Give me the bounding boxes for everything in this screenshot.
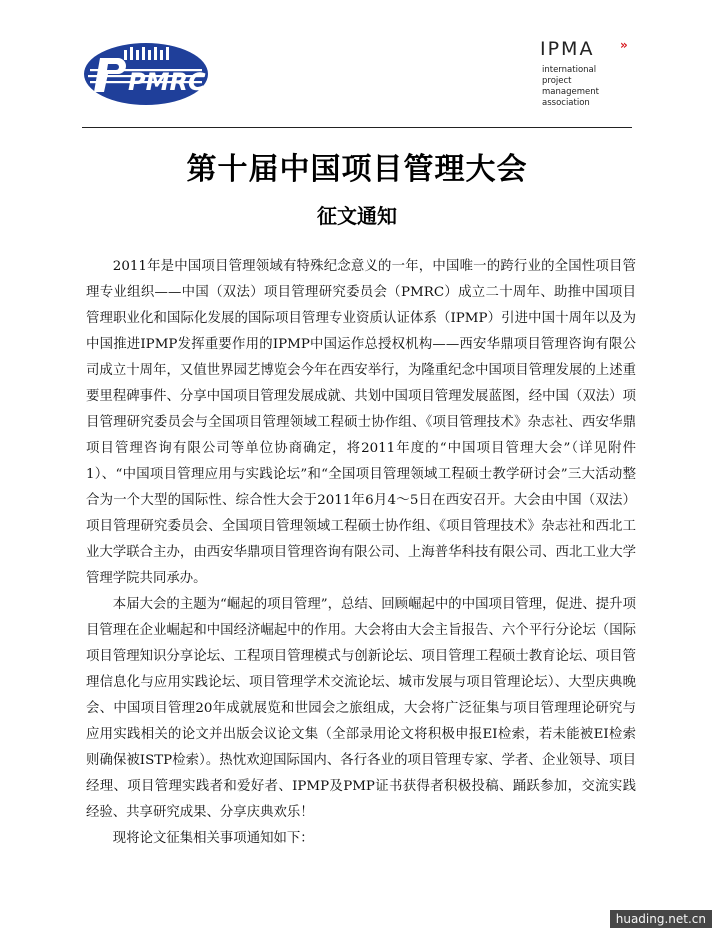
- document-title: 第十届中国项目管理大会: [186, 152, 528, 187]
- pmrc-logo: [82, 38, 210, 108]
- header-divider: [82, 127, 632, 128]
- document-body: [86, 254, 636, 852]
- paragraph-1: 2011年是中国项目管理领域有特殊纪念意义的一年，中国唯一的跨行业的全国性项目管理专业组织——中国（双法）项目管理研究委员会（PMRC）成立二十周年、助推中国项目管理职业化和国际化发展的国际项目管理专业资质认证体系（IPMP）引进中国十周年以及为中国推进IPMP发挥重要作用的IPMP中国运作总授权机构——西安华鼎项目管理咨询有限公司成立十周年，又值世界园艺博览会今年在西安举行，为隆重纪念中国项目管理发展的上述重要里程碑事件、分享中国项目管理发展成就、共划中国项目管理发展蓝图，经中国（双法）项目管理研究委员会与全国项目管理领域工程硕士协作组、《项目管理技术》杂志社、西安华鼎项目管理咨询有限公司等单位协商确定，将2011年度的“中国项目管理大会”（详见附件1）、“中国项目管理应用与实践论坛”和“全国项目管理领域工程硕士教学研讨会”三大活动整合为一个大型的国际性、综合性大会于2011年6月4～5日在西安召开。大会由中国（双法）项目管理研究委员会、全国项目管理领域工程硕士协作组、《项目管理技术》杂志社和西北工业大学联合主办，由西安华鼎项目管理咨询有限公司、上海普华科技有限公司、西北工业大学管理学院共同承办。: [86, 259, 636, 586]
- ipma-logo-subtitle: international project management association: [542, 65, 599, 108]
- ipma-logo: [540, 38, 650, 114]
- pmrc-logo-text: PMRC: [128, 68, 206, 96]
- ipma-arrows-icon: »: [620, 38, 626, 52]
- paragraph-3: 现将论文征集相关事项通知如下：: [112, 831, 314, 846]
- ipma-logo-name: IPMA: [540, 38, 595, 60]
- site-watermark: huading.net.cn: [610, 910, 712, 928]
- paragraph-2: 本届大会的主题为“崛起的项目管理”，总结、回顾崛起中的中国项目管理，促进、提升项目管理在企业崛起和中国经济崛起中的作用。大会将由大会主旨报告、六个平行分论坛（国际项目管理知识分享论坛、工程项目管理模式与创新论坛、项目管理工程硕士教育论坛、项目管理信息化与应用实践论坛、项目管理学术交流论坛、城市发展与项目管理论坛）、大型庆典晚会、中国项目管理20年成就展览和世园会之旅组成，大会将广泛征集与项目管理理论研究与应用实践相关的论文并出版会议论文集（全部录用论文将积极申报EI检索，若未能被EI检索则确保被ISTP检索）。热忱欢迎国际国内、各行各业的项目管理专家、学者、企业领导、项目经理、项目管理实践者和爱好者、IPMP及PMP证书获得者积极投稿、踊跃参加，交流实践经验、共享研究成果、分享庆典欢乐！: [86, 597, 636, 820]
- document-subtitle: 征文通知: [317, 204, 397, 228]
